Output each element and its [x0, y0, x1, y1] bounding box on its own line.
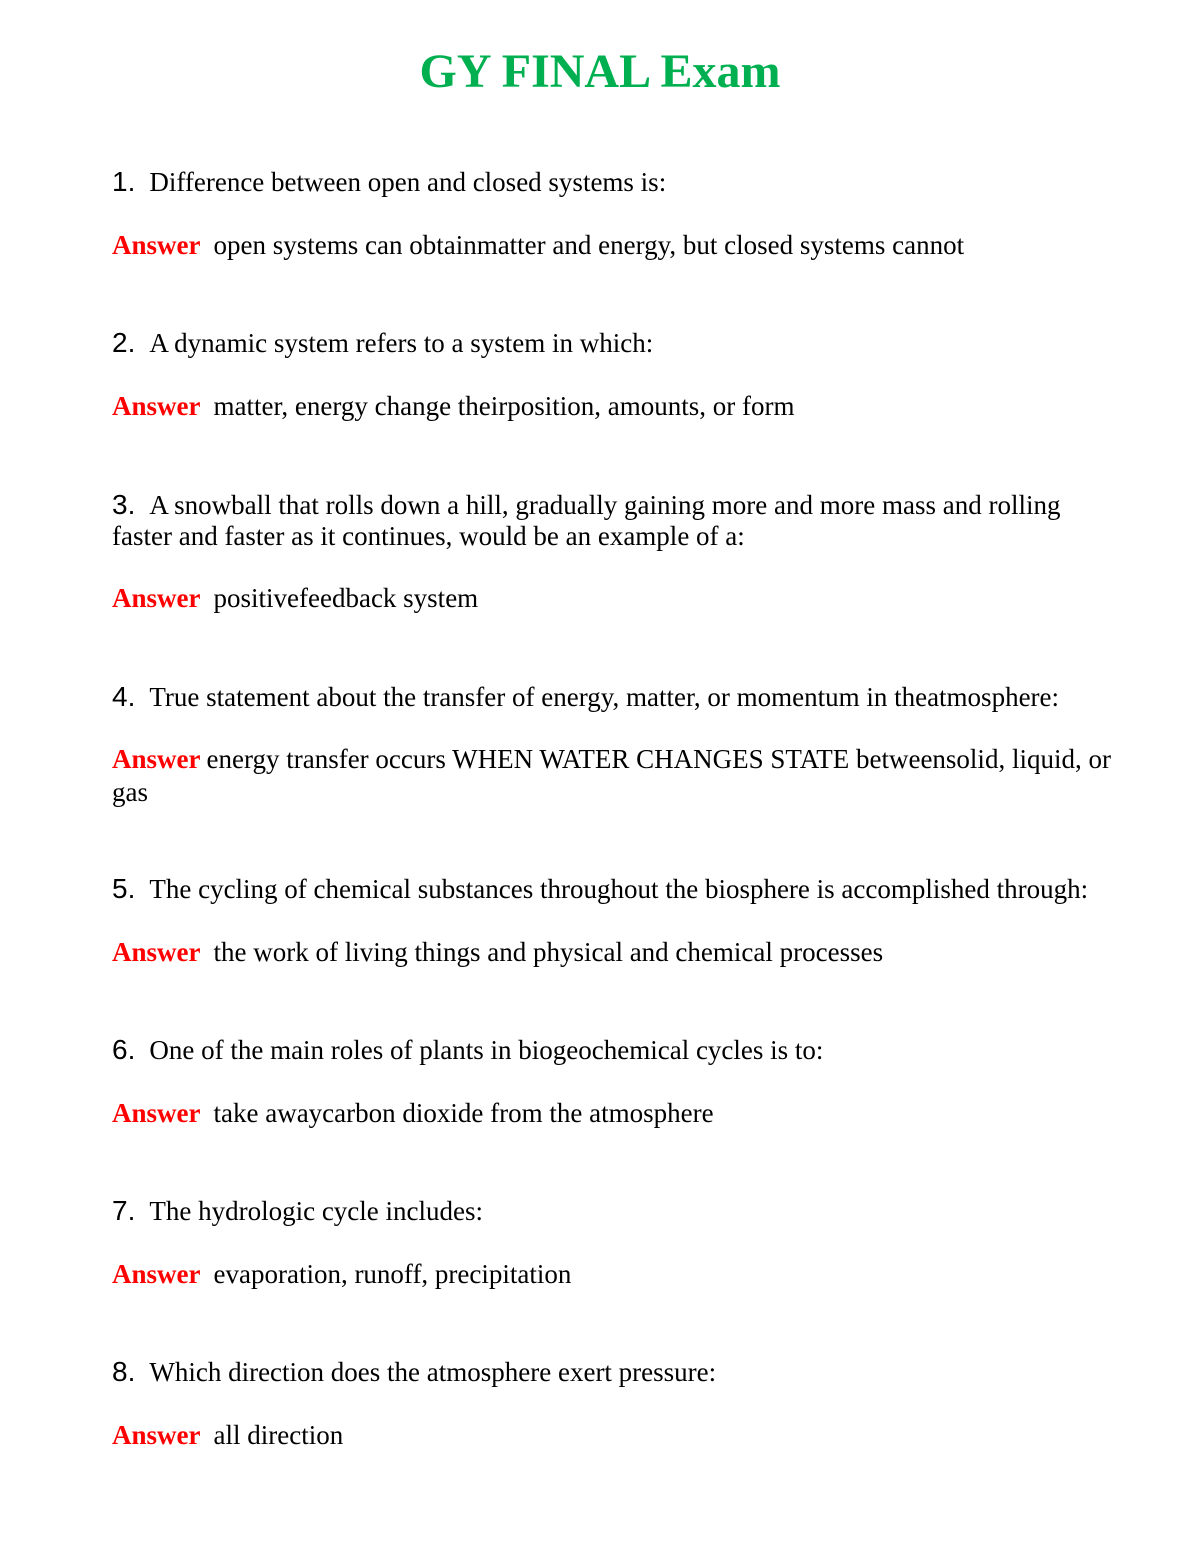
question-block-4	[112, 681, 1112, 807]
answer-label: Answer	[112, 1098, 201, 1128]
question-number: 8.	[112, 1356, 136, 1387]
question-number: 3.	[112, 489, 136, 520]
question-number: 4.	[112, 681, 136, 712]
question-block-6	[112, 1034, 1112, 1128]
question-number: 2.	[112, 327, 136, 358]
answer-text-2: Answer matter, energy change theirposition, amounts, or form	[112, 391, 795, 421]
question-block-5	[112, 873, 1112, 967]
answer-text-8: Answer all direction	[112, 1420, 344, 1450]
answer-label: Answer	[112, 937, 201, 967]
question-number: 1.	[112, 166, 136, 197]
question-text-2: 2. A dynamic system refers to a system in which:	[112, 327, 654, 358]
question-text-1: 1. Difference between open and closed systems is:	[112, 166, 667, 197]
question-text-3: 3. A snowball that rolls down a hill, gradually gaining more and more mass and rolling faster and faster as it continues, would be an example of a:	[112, 489, 1061, 551]
answer-label: Answer	[112, 1420, 201, 1450]
question-text-5: 5. The cycling of chemical substances throughout the biosphere is accomplished through:	[112, 873, 1089, 904]
answer-label: Answer	[112, 1259, 201, 1289]
question-number: 6.	[112, 1034, 136, 1065]
question-block-2	[112, 327, 1112, 421]
question-block-7	[112, 1195, 1112, 1289]
answer-text-4: Answer energy transfer occurs WHEN WATER CHANGES STATE betweensolid, liquid, or gas	[112, 744, 1111, 807]
question-number: 7.	[112, 1195, 136, 1226]
answer-label: Answer	[112, 583, 201, 613]
answer-text-7: Answer evaporation, runoff, precipitation	[112, 1259, 572, 1289]
answer-text-5: Answer the work of living things and physical and chemical processes	[112, 937, 884, 967]
answer-text-3: Answer positivefeedback system	[112, 583, 479, 613]
question-text-7: 7. The hydrologic cycle includes:	[112, 1195, 483, 1226]
question-block-3	[112, 489, 1112, 613]
question-block-1	[112, 166, 1112, 260]
answer-label: Answer	[112, 230, 201, 260]
answer-text-1: Answer open systems can obtainmatter and energy, but closed systems cannot	[112, 230, 965, 260]
question-text-8: 8. Which direction does the atmosphere exert pressure:	[112, 1356, 717, 1387]
answer-text-6: Answer take awaycarbon dioxide from the atmosphere	[112, 1098, 714, 1128]
question-text-4: 4. True statement about the transfer of energy, matter, or momentum in theatmosphere:	[112, 681, 1060, 712]
question-text-6: 6. One of the main roles of plants in biogeochemical cycles is to:	[112, 1034, 824, 1065]
answer-label: Answer	[112, 744, 201, 774]
answer-label: Answer	[112, 391, 201, 421]
question-number: 5.	[112, 873, 136, 904]
question-block-8	[112, 1356, 1112, 1450]
page-title: GY FINAL Exam	[419, 45, 781, 98]
